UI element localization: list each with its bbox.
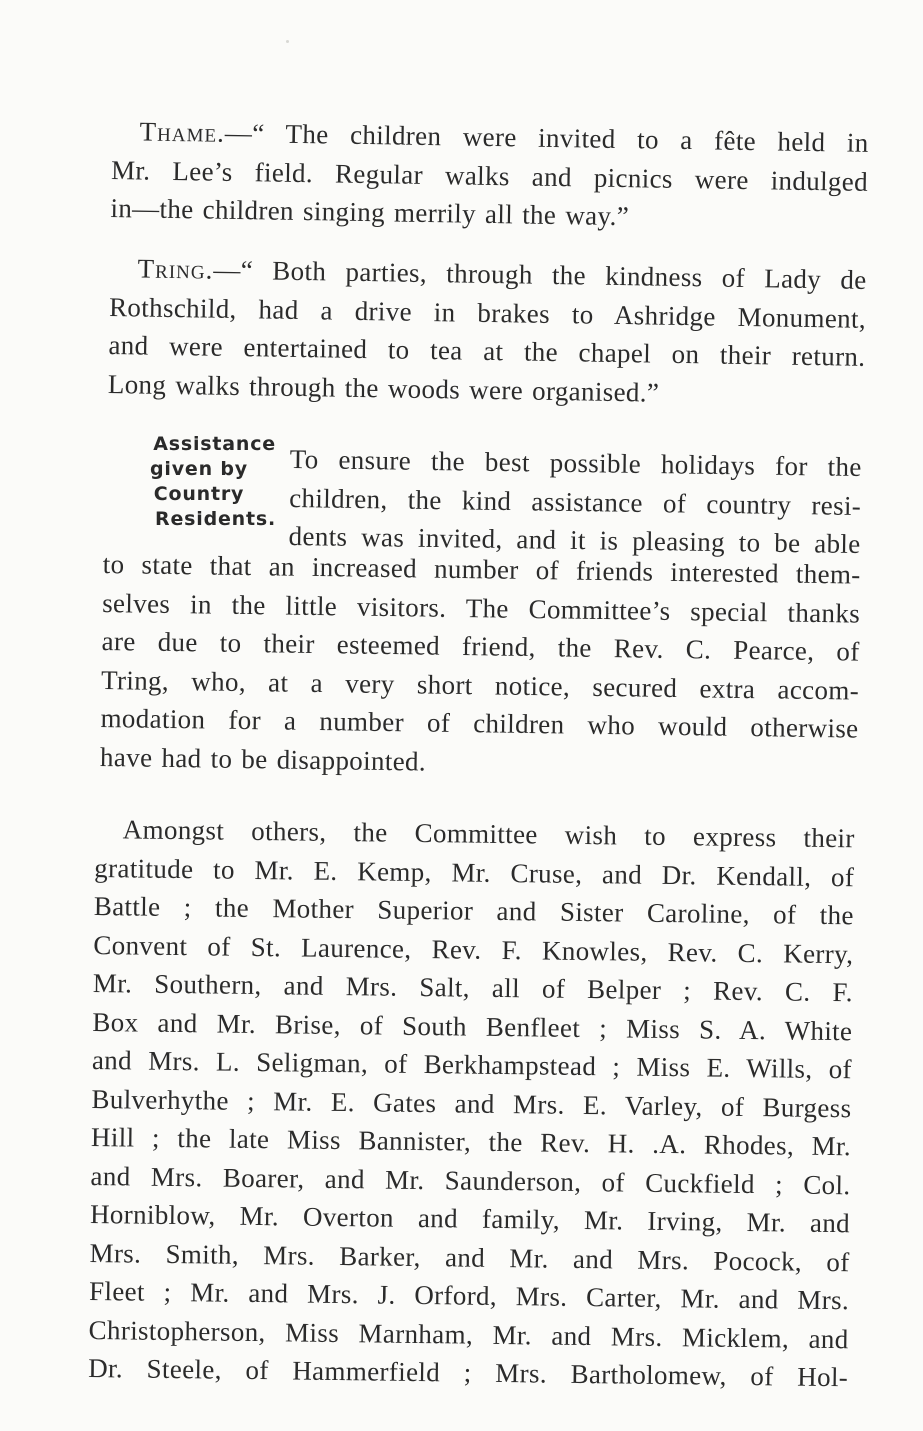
paragraph-tring xyxy=(108,249,867,415)
paragraph-line: Bulverhythe ; Mr. E. Gates and Mrs. E. Varley, of Burgess xyxy=(91,1083,852,1123)
paragraph-line: children, the kind assistance of country resi- xyxy=(288,482,862,521)
paragraph-line: have had to be disappointed. xyxy=(99,741,427,777)
paragraph-line: Box and Mr. Brise, of South Benfleet ; Miss S. A. White xyxy=(92,1006,853,1046)
paragraph-line: Christopherson, Miss Marnham, Mr. and Mrs. Micklem, and xyxy=(88,1314,849,1354)
paragraph-line: Fleet ; Mr. and Mrs. J. Orford, Mrs. Carter, Mr. and Mrs. xyxy=(88,1275,850,1316)
paragraph-line: Dr. Steele, of Hammerfield ; Mrs. Bartholomew, of Hol- xyxy=(87,1352,849,1393)
paragraph-line: Convent of St. Laurence, Rev. F. Knowles, Rev. C. Kerry, xyxy=(93,929,854,969)
paragraph-line: Hill ; the late Miss Bannister, the Rev. H. .A. Rhodes, Mr. xyxy=(90,1121,852,1162)
sidenote-line: Assistance xyxy=(153,433,276,455)
sidenote-line: given by xyxy=(150,458,248,480)
paragraph-thame xyxy=(110,112,869,239)
place-heading: Tring. xyxy=(137,253,214,285)
place-heading: Thame. xyxy=(139,116,226,148)
paragraph-line: Horniblow, Mr. Overton and family, Mr. Irving, Mr. and xyxy=(89,1198,851,1239)
margin-sidenote xyxy=(118,432,280,532)
paragraph-assistance-body xyxy=(100,545,861,787)
paragraph-line: gratitude to Mr. E. Kemp, Mr. Cruse, and Dr. Kendall, of xyxy=(94,852,855,892)
sidenote-line: Residents. xyxy=(155,508,276,530)
paragraph-line: Long walks through the woods were organised.” xyxy=(107,368,660,408)
paragraph-line: Mr. Lee’s field. Regular walks and picnics were indulged xyxy=(110,154,869,197)
sidenote-line: Country xyxy=(153,483,245,505)
paragraph-line: Battle ; the Mother Superior and Sister Caroline, of the xyxy=(93,890,854,931)
paragraph-line: Rothschild, had a drive in brakes to Ashridge Monument, xyxy=(108,291,867,334)
paragraph-line: Tring.—“ Both parties, through the kindness of Lady de xyxy=(137,253,867,295)
paragraph-line: Thame.—“ The children were invited to a fête held in xyxy=(139,116,869,158)
paragraph-line: and Mrs. L. Seligman, of Berkhampstead ; Miss E. Wills, of xyxy=(91,1044,853,1085)
paragraph-line: Tring, who, at a very short notice, secured extra accom- xyxy=(100,664,860,706)
paragraph-line: are due to their esteemed friend, the Rev. C. Pearce, of xyxy=(101,625,860,667)
paragraph-line: Mrs. Smith, Mrs. Barker, and Mr. and Mrs. Pocock, of xyxy=(89,1237,850,1277)
paragraph-line: Mr. Southern, and Mrs. Salt, all of Belper ; Rev. C. F. xyxy=(92,967,854,1008)
paragraph-line: To ensure the best possible holidays for the xyxy=(289,443,862,482)
paragraph-line: dents was invited, and it is pleasing to be able xyxy=(288,520,861,559)
paragraph-line: in—the children singing merrily all the way.” xyxy=(110,192,630,232)
paragraph-amongst-others xyxy=(88,810,855,1397)
paragraph-line: Amongst others, the Committee wish to express their xyxy=(122,814,855,854)
paragraph-assistance-head xyxy=(288,440,862,563)
paper-speck xyxy=(286,40,289,43)
paragraph-line: selves in the little visitors. The Committee’s special thanks xyxy=(101,587,861,629)
paragraph-line: and Mrs. Boarer, and Mr. Saunderson, of Cuckfield ; Col. xyxy=(90,1160,851,1200)
paragraph-line: and were entertained to tea at the chapel on their return. xyxy=(108,329,866,372)
paragraph-line: to state that an increased number of friends interested them- xyxy=(102,548,861,590)
paragraph-line: modation for a number of children who would otherwise xyxy=(100,702,859,744)
